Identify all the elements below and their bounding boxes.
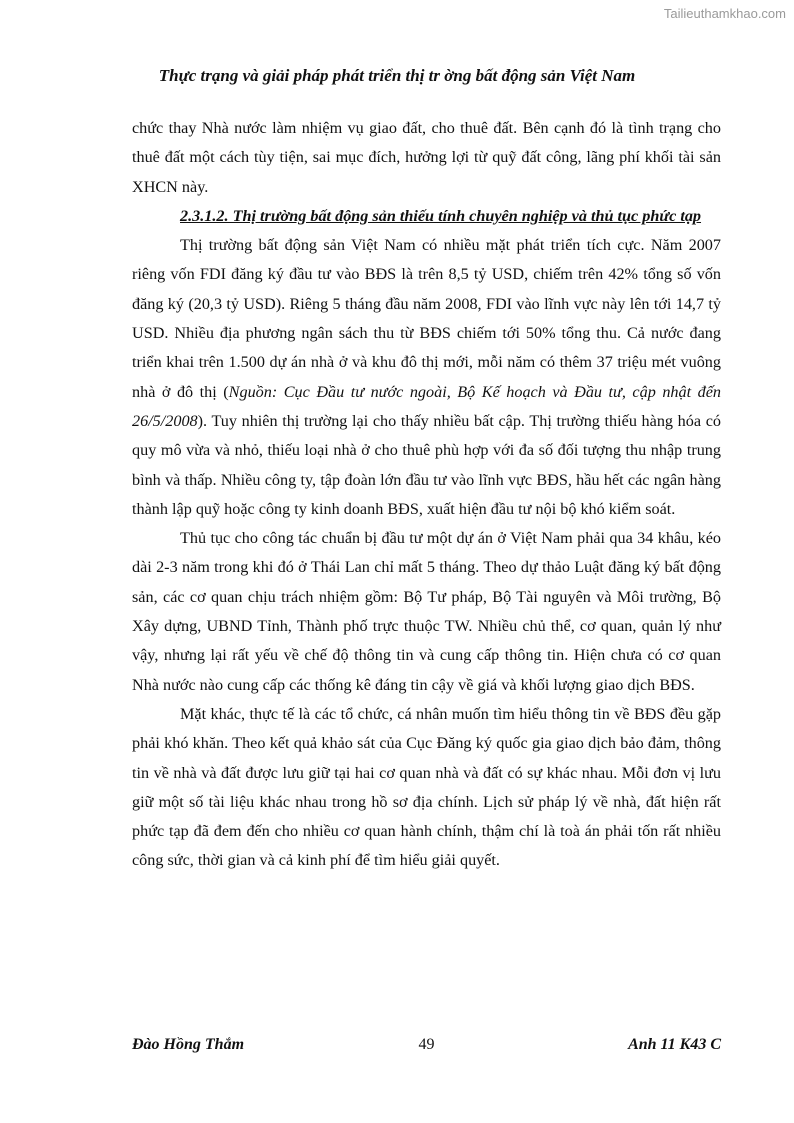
page-header: Thực trạng và giải pháp phát triển thị tr ờng bất động sản Việt Nam [158, 66, 636, 85]
paragraph: chức thay Nhà nước làm nhiệm vụ giao đất, cho thuê đất. Bên cạnh đó là tình trạng cho thuê đất một cách tùy tiện, sai mục đích, hưởng lợi từ quỹ đất công, lãng phí khối tài sản XHCN này. [132, 119, 721, 196]
paragraph-text: Thị trường bất động sản Việt Nam có nhiều mặt phát triển tích cực. Năm 2007 riêng vốn FDI đăng ký đầu tư vào BĐS là trên 8,5 tỷ USD, chiếm trên 42% tổng số vốn đăng ký (20,3 tỷ USD). Riêng 5 tháng đầu năm 2008, FDI vào lĩnh vực này lên tới 14,7 tỷ USD. Nhiều địa phương ngân sách thu từ BĐS chiếm tới 50% tổng thu. Cả nước đang triển khai trên 1.500 dự án nhà ở và khu đô thị mới, mỗi năm có thêm 37 triệu mét vuông nhà ở đô thị ( [132, 236, 721, 401]
page-number: 49 [418, 1036, 435, 1053]
section-subheading: 2.3.1.2. Thị trường bất động sản thiếu tính chuyên nghiệp và thủ tục phức tạp [180, 206, 702, 225]
footer-class: Anh 11 K43 C [628, 1036, 721, 1053]
document-body [132, 114, 721, 876]
paragraph-text: ). Tuy nhiên thị trường lại cho thấy nhiều bất cập. Thị trường thiếu hàng hóa có quy mô vừa và nhỏ, thiếu loại nhà ở cho thuê phù hợp với đa số đối tượng thu nhập trung bình và thấp. Nhiều công ty, tập đoàn lớn đầu tư vào lĩnh vực BĐS, hầu hết các ngân hàng thành lập quỹ hoặc công ty kinh doanh BĐS, xuất hiện đầu tư nội bộ khó kiểm soát. [132, 411, 721, 518]
paragraph: Thủ tục cho công tác chuẩn bị đầu tư một dự án ở Việt Nam phải qua 34 khâu, kéo dài 2-3 năm trong khi đó ở Thái Lan chỉ mất 5 tháng. Theo dự thảo Luật đăng ký bất động sản, các cơ quan chịu trách nhiệm gồm: Bộ Tư pháp, Bộ Tài nguyên và Môi trường, Bộ Xây dựng, UBND Tỉnh, Thành phố trực thuộc TW. Nhiều chủ thể, cơ quan, quản lý như vậy, nhưng lại rất yếu về chế độ thông tin và cung cấp thông tin. Hiện chưa có cơ quan Nhà nước nào cung cấp các thống kê đáng tin cậy về giá và khối lượng giao dịch BĐS. [132, 529, 721, 694]
paragraph [132, 231, 721, 524]
watermark: Tailieuthamkhao.com [663, 6, 786, 21]
paragraph: Mặt khác, thực tế là các tổ chức, cá nhân muốn tìm hiểu thông tin về BĐS đều gặp phải khó khăn. Theo kết quả khảo sát của Cục Đăng ký quốc gia giao dịch bảo đảm, thông tin về nhà và đất được lưu giữ tại hai cơ quan nhà và đất có sự khác nhau. Mỗi đơn vị lưu giữ một số tài liệu khác nhau trong hồ sơ địa chính. Lịch sử pháp lý về nhà, đất hiện rất phức tạp đã đem đến cho nhiều cơ quan hành chính, thậm chí là toà án phải tốn rất nhiều công sức, thời gian và cả kinh phí để tìm hiểu giải quyết. [132, 704, 721, 870]
footer-author: Đào Hồng Thắm [132, 1036, 245, 1053]
page-footer [132, 1036, 721, 1058]
source-citation: Nguồn: Cục Đầu tư nước ngoài, Bộ Kế hoạch và Đầu tư, cập nhật đến 26/5/2008 [132, 382, 721, 430]
